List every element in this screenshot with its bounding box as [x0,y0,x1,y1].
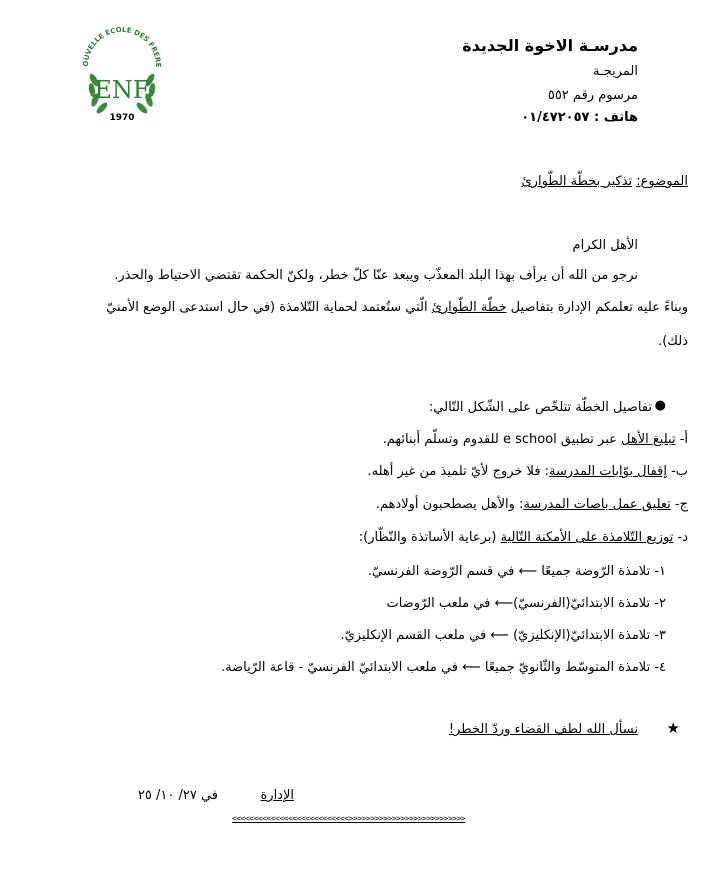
logo-monogram: ENF [94,76,150,104]
school-phone: هاتف : ٠١/٤٧٢٠٥٧ [521,110,638,125]
item-c-head: تعليق عمل باصات المدرسة [523,497,671,512]
paragraph-1: نرجو من الله أن يرأف بهذا البلد المعذّب ويبعد عنّا كلّ خطر، ولكنّ الحكمة تقتضي الاحتياط والحذر. [114,268,638,283]
item-d-prefix: د- [673,530,688,545]
school-logo [78,22,166,126]
divider-line: <<<<<<<<<<<<<<<<<<<<<<<<<<<>>>>>>>>>>>>>>>>>>>>>>>>>>> [232,814,466,823]
closing-prayer: نسأل الله لطف القضاء وردّ الخطر! [448,722,638,737]
paragraph-2-link: خطّة الطّوارئ [431,300,507,315]
bullet-icon: ● [654,398,666,413]
item-a-prefix: أ- [675,432,688,447]
item-c-text: : والأهل يصطحبون أولادهم. [375,497,524,512]
paragraph-3: ذلك). [658,334,688,349]
item-b-prefix: ب- [666,464,688,479]
item-a-head: تبليغ الأهل [621,432,676,447]
plan-item-a [88,432,688,447]
plan-item-d [88,530,688,545]
school-name: مدرسـة الاخوة الجديدة [462,36,638,55]
paragraph-2 [88,300,688,315]
distribution-item-1: ١- تلامذة الرّوضة جميعًا ⟵ في قسم الرّوضة الفرنسيّ. [367,564,666,579]
paragraph-2-post: الّتي ستُعتمد لحماية التّلامذة (في حال استدعى الوضع الأمنيّ [106,300,432,315]
star-icon: ★ [666,719,680,737]
admin-signature: الإدارة [260,788,294,803]
item-d-text: (برعاية الأساتذة والنّظّار): [358,530,501,545]
logo-arc-text: OUVELLE ECOLE DES FRERE [81,25,163,68]
greeting: الأهل الكرام [572,238,638,253]
letter-date: في ٢٧/ ١٠/ ٢٥ [137,788,218,803]
plan-item-c [88,497,688,512]
plan-item-b [88,464,688,479]
item-b-head: إقفال بوّابات المدرسة [549,464,667,479]
school-decree: مرسوم رقم ٥٥٢ [547,88,638,103]
subject-label: الموضوع: [636,174,688,189]
item-b-text: : فلا خروج لأيّ تلميذ من غير أهله. [367,464,550,479]
distribution-item-2: ٢- تلامذة الابتدائيّ(الفرنسيّ)⟵ في ملعب الرّوضات [386,596,666,611]
plan-title: تفاصيل الخطّة تتلخّص على الشّكل التّالي: [428,400,652,415]
paragraph-2-pre: وبناءً عليه تعلمكم الإدارة بتفاصيل [506,300,688,315]
distribution-item-3: ٣- تلامذة الابتدائيّ(الإنكليزيّ) ⟵ في ملعب القسم الإنكليزيّ. [340,628,666,643]
item-c-prefix: ج- [670,497,688,512]
distribution-item-4: ٤- تلامذة المتوسّط والثّانويّ جميعًا ⟵ في ملعب الابتدائيّ الفرنسيّ - قاعة الرّياضة. [220,660,666,675]
subject-line [522,174,689,189]
school-location: المريجـة [592,64,638,79]
item-a-text: عبر تطبيق e school للقدوم وتسلّم أبنائهم. [382,432,622,447]
item-d-head: توزيع التّلامذة على الأمكنة التّالية [500,530,674,545]
subject-text: تذكير بخطّة الطّوارئ [521,174,633,189]
logo-year: 1970 [109,113,135,123]
